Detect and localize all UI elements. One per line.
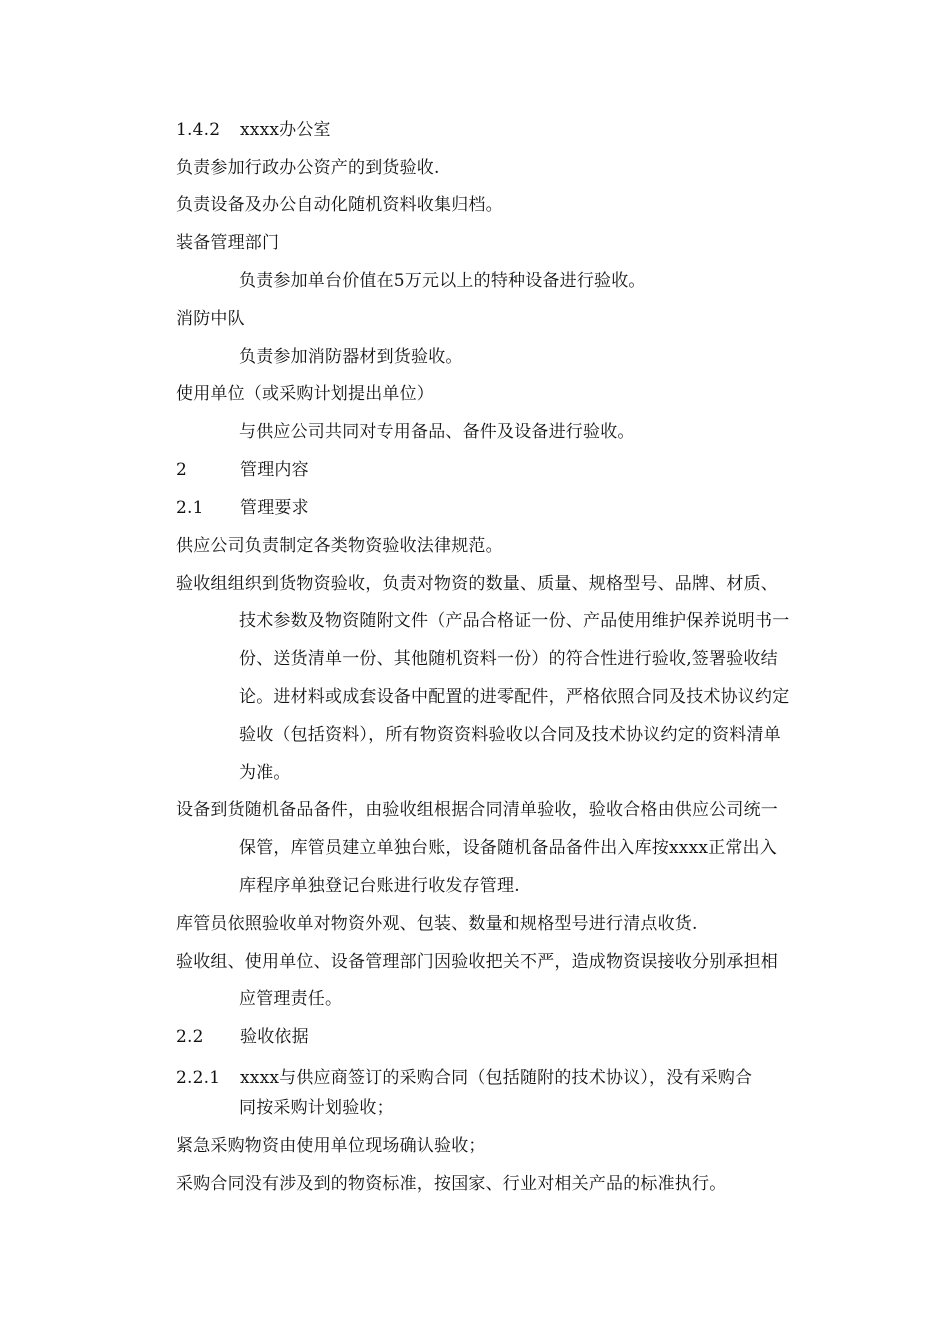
paragraph-line: 为准。 [239,763,291,783]
paragraph-line: 负责设备及办公自动化随机资料收集归档。 [176,195,503,215]
paragraph-line: 验收组组织到货物资验收，负责对物资的数量、质量、规格型号、品牌、材质、 [176,574,778,594]
paragraph-line: 库管员依照验收单对物资外观、包装、数量和规格型号进行清点收货. [176,914,698,934]
paragraph-line: 供应公司负责制定各类物资验收法律规范。 [176,536,503,556]
section-number: 2.2 [176,1027,204,1047]
subheading: 消防中队 [176,309,245,329]
section-title: 验收依据 [240,1027,309,1047]
subheading: 装备管理部门 [176,233,280,253]
subheading: 使用单位（或采购计划提出单位） [176,384,434,404]
paragraph-line: 库程序单独登记台账进行收发存管理. [239,876,520,896]
paragraph-line: 保管，库管员建立单独台账，设备随机备品备件出入库按xxxx正常出入 [239,838,777,858]
heading-2-2 [176,1026,309,1048]
paragraph-line: xxxx与供应商签订的采购合同（包括随附的技术协议），没有采购合 [240,1068,753,1088]
paragraph-line: 应管理责任。 [239,989,343,1009]
paragraph-line: 份、送货清单一份、其他随机资料一份）的符合性进行验收,签署验收结 [239,649,778,669]
section-number: 1.4.2 [176,120,221,140]
section-number: 2.1 [176,498,204,518]
paragraph-line: 负责参加行政办公资产的到货验收. [176,158,440,178]
paragraph-line: 与供应公司共同对专用备品、备件及设备进行验收。 [239,422,635,442]
section-number: 2.2.1 [176,1068,221,1088]
paragraph-line: 采购合同没有涉及到的物资标准，按国家、行业对相关产品的标准执行。 [176,1174,727,1194]
paragraph-line: 紧急采购物资由使用单位现场确认验收； [176,1136,486,1156]
paragraph-line: 负责参加单台价值在5万元以上的特种设备进行验收。 [239,271,646,291]
heading-1-4-2 [176,119,331,141]
section-number: 2 [176,460,188,480]
paragraph-line: 验收组、使用单位、设备管理部门因验收把关不严，造成物资误接收分别承担相 [176,952,778,972]
paragraph-line: 设备到货随机备品备件，由验收组根据合同清单验收，验收合格由供应公司统一 [176,800,778,820]
paragraph-line: 论。进材料或成套设备中配置的进零配件，严格依照合同及技术协议约定 [239,687,790,707]
section-title: 管理要求 [240,498,309,518]
heading-2 [176,459,309,481]
heading-2-1 [176,497,309,519]
paragraph-line: 技术参数及物资随附文件（产品合格证一份、产品使用维护保养说明书一 [239,611,790,631]
paragraph-line: 同按采购计划验收； [239,1098,394,1118]
paragraph-line: 验收（包括资料），所有物资资料验收以合同及技术协议约定的资料清单 [239,725,781,745]
section-title: xxxx办公室 [240,120,331,140]
section-title: 管理内容 [240,460,309,480]
heading-2-2-1 [176,1067,752,1089]
paragraph-line: 负责参加消防器材到货验收。 [239,347,463,367]
